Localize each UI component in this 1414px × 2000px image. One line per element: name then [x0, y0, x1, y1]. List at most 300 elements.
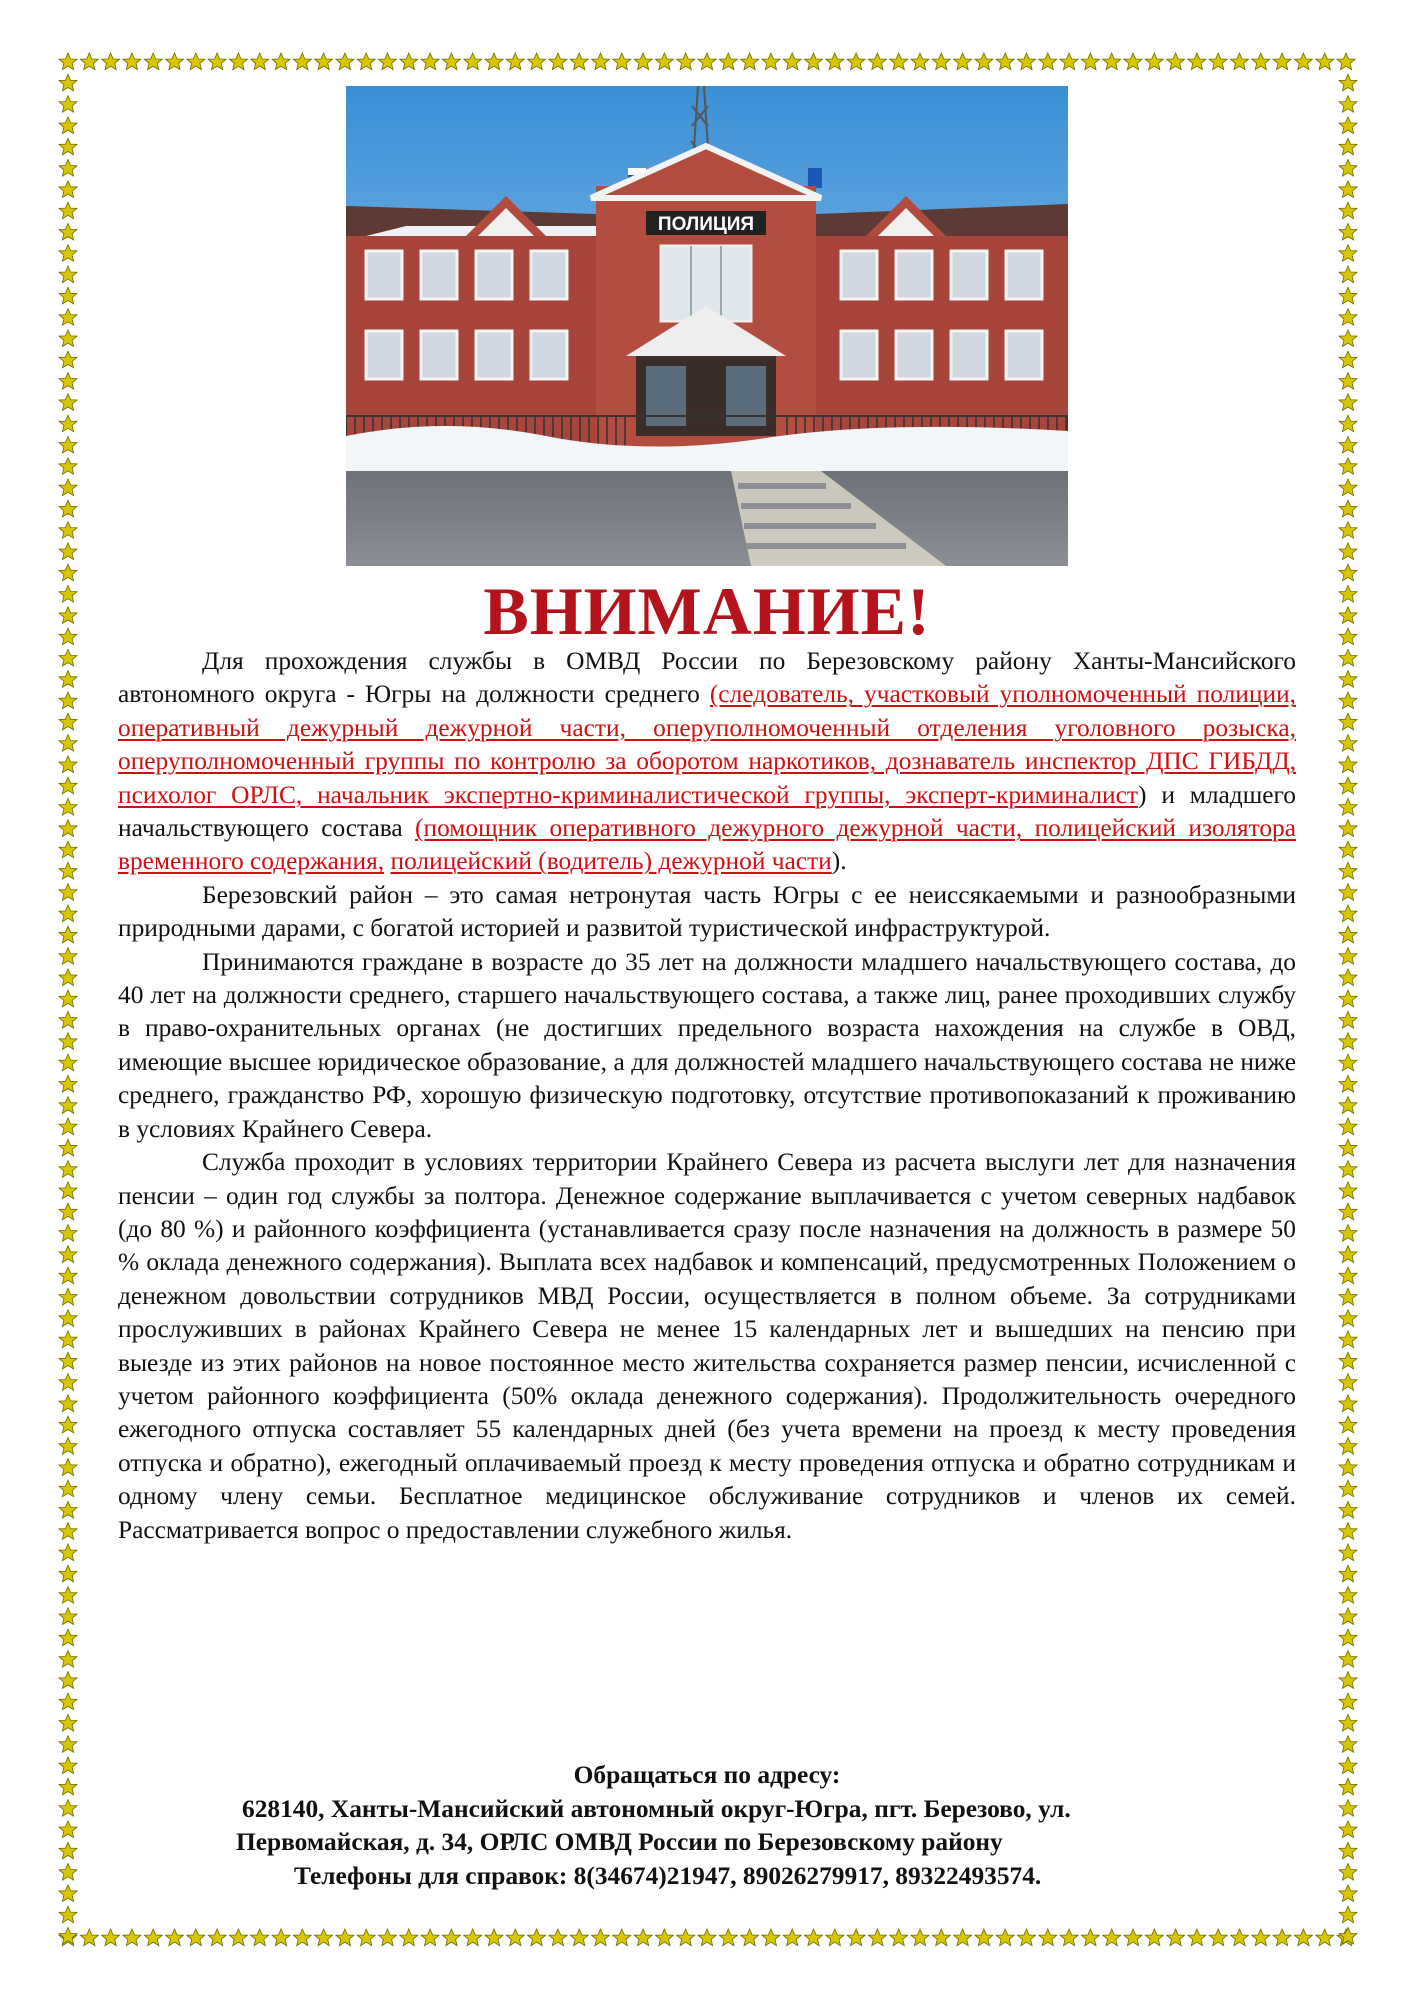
star-icon [549, 1929, 567, 1946]
star-icon [805, 53, 823, 70]
star-icon [59, 415, 77, 432]
star-icon [485, 53, 503, 70]
star-icon [123, 1929, 141, 1946]
star-icon [890, 53, 908, 70]
star-icon [1339, 1352, 1357, 1369]
star-icon [1339, 1012, 1357, 1029]
star-icon [1339, 1288, 1357, 1305]
star-icon [102, 53, 120, 70]
star-icon [741, 53, 759, 70]
text-segment: ). [831, 847, 847, 876]
star-icon [80, 1929, 98, 1946]
star-icon [1339, 1821, 1357, 1838]
star-icon [59, 926, 77, 943]
star-icon [1339, 181, 1357, 198]
star-icon [59, 841, 77, 858]
star-icon [59, 1374, 77, 1391]
star-icon [315, 1929, 333, 1946]
star-icon [1339, 1075, 1357, 1092]
contact-block [118, 1759, 1296, 1893]
star-icon [336, 1929, 354, 1946]
star-icon [1167, 1929, 1185, 1946]
star-icon [1339, 1331, 1357, 1348]
star-icon [59, 1246, 77, 1263]
star-icon [59, 1608, 77, 1625]
star-icon [847, 53, 865, 70]
star-icon [1339, 1608, 1357, 1625]
star-icon [59, 394, 77, 411]
star-icon [1124, 53, 1142, 70]
body-text [118, 645, 1296, 1547]
star-icon [1339, 202, 1357, 219]
star-icon [1339, 1459, 1357, 1476]
star-icon [1124, 1929, 1142, 1946]
star-icon [1339, 1693, 1357, 1710]
star-icon [59, 1288, 77, 1305]
star-icon [1339, 1523, 1357, 1540]
star-icon [954, 53, 972, 70]
star-icon [719, 53, 737, 70]
star-icon [59, 862, 77, 879]
star-icon [1339, 287, 1357, 304]
text-segment: Принимаются граждане в возрасте до 35 лет на должности младшего начальствующего состава, до 40 лет на должности среднего, старшего начальствующего состава, а также лиц, ранее проходивших службу в право-охранительных органах (не достигших предельного возраста нахождения на службе в ОВД, имеющие высшее юридическое образование, а для должностей младшего начальствующего состава не ниже среднего, гражданство РФ, хорошую физическую подготовку, отсутствие противопоказаний к проживанию в условиях Крайнего Севера. [118, 947, 1296, 1143]
police-building-photo [346, 86, 1068, 566]
star-icon [932, 1929, 950, 1946]
star-icon [379, 53, 397, 70]
star-icon [59, 1331, 77, 1348]
star-icon [1231, 1929, 1249, 1946]
star-icon [1252, 53, 1270, 70]
star-icon [59, 948, 77, 965]
star-icon [59, 692, 77, 709]
star-icon [59, 1075, 77, 1092]
star-icon [1339, 223, 1357, 240]
star-icon [698, 53, 716, 70]
star-icon [442, 53, 460, 70]
star-icon [528, 1929, 546, 1946]
paragraph [118, 879, 1296, 946]
star-icon [59, 799, 77, 816]
star-icon [59, 436, 77, 453]
star-icon [783, 53, 801, 70]
star-icon [1339, 522, 1357, 539]
star-icon [59, 1203, 77, 1220]
star-icon [59, 181, 77, 198]
star-icon [1339, 1139, 1357, 1156]
star-icon [890, 1929, 908, 1946]
highlighted-positions: (следователь, участковый уполномоченный полиции, оперативный дежурный дежурной части, оперуполномоченный отделения уголовного розыска, оперуполномоченный группы по контролю за оборотом наркотиков, дознаватель инспектор ДПС ГИБДД, психолог ОРЛС, начальник экспертно-криминалистической группы, эксперт-криминалист [118, 680, 1297, 809]
star-icon [975, 53, 993, 70]
star-icon [1145, 1929, 1163, 1946]
star-icon [1339, 266, 1357, 283]
star-icon [59, 1161, 77, 1178]
contact-phones: Телефоны для справок: 8(34674)21947, 89026279917, 89322493574. [294, 1861, 1042, 1890]
star-icon [59, 74, 77, 91]
star-icon [528, 53, 546, 70]
star-icon [1339, 884, 1357, 901]
star-icon [1294, 1929, 1312, 1946]
star-icon [1339, 458, 1357, 475]
text-segment: ) и младшего начальствующего состава [118, 780, 1296, 843]
star-icon [400, 1929, 418, 1946]
star-icon [59, 373, 77, 390]
star-icon [59, 756, 77, 773]
star-icon [1339, 117, 1357, 134]
star-icon [762, 53, 780, 70]
star-icon [59, 1800, 77, 1817]
star-icon [1339, 862, 1357, 879]
star-icon [1339, 436, 1357, 453]
paragraph [118, 946, 1296, 1146]
star-icon [1339, 1565, 1357, 1582]
contact-address-line: 628140, Ханты-Мансийский автономный округ-Югра, пгт. Березово, ул. [242, 1794, 1071, 1823]
star-icon [655, 1929, 673, 1946]
star-icon [1339, 500, 1357, 517]
star-icon [59, 1438, 77, 1455]
star-icon [996, 53, 1014, 70]
star-icon [1339, 1416, 1357, 1433]
star-icon [59, 1118, 77, 1135]
star-icon [1339, 799, 1357, 816]
star-icon [570, 1929, 588, 1946]
star-icon [187, 1929, 205, 1946]
star-icon [293, 53, 311, 70]
star-icon [1018, 53, 1036, 70]
star-icon [59, 1523, 77, 1540]
star-icon [421, 1929, 439, 1946]
star-icon [1339, 1587, 1357, 1604]
star-icon [102, 1929, 120, 1946]
star-icon [59, 1757, 77, 1774]
star-icon [1103, 53, 1121, 70]
star-icon [251, 53, 269, 70]
star-icon [1339, 926, 1357, 943]
star-icon [59, 713, 77, 730]
star-icon [59, 990, 77, 1007]
star-icon [1339, 1267, 1357, 1284]
star-icon [421, 53, 439, 70]
star-icon [59, 1352, 77, 1369]
star-icon [1339, 735, 1357, 752]
star-icon [1339, 1374, 1357, 1391]
star-icon [1339, 1714, 1357, 1731]
star-icon [59, 330, 77, 347]
star-icon [1339, 1736, 1357, 1753]
star-icon [1339, 1885, 1357, 1902]
star-icon [1273, 1929, 1291, 1946]
star-icon [59, 969, 77, 986]
star-icon [59, 1225, 77, 1242]
star-icon [59, 117, 77, 134]
star-icon [1339, 394, 1357, 411]
star-icon [59, 1651, 77, 1668]
star-icon [59, 1693, 77, 1710]
star-icon [59, 1672, 77, 1689]
star-icon [549, 53, 567, 70]
star-icon [464, 53, 482, 70]
star-icon [166, 1929, 184, 1946]
star-icon [1339, 1225, 1357, 1242]
star-icon [1339, 1310, 1357, 1327]
star-icon [1339, 820, 1357, 837]
star-icon [59, 96, 77, 113]
star-icon [911, 53, 929, 70]
star-icon [1339, 1672, 1357, 1689]
star-icon [1339, 160, 1357, 177]
star-icon [59, 53, 77, 70]
star-icon [187, 53, 205, 70]
star-icon [166, 53, 184, 70]
sign-text: ПОЛИЦИЯ [657, 214, 755, 235]
star-icon [1039, 53, 1057, 70]
star-icon [1339, 1118, 1357, 1135]
star-icon [1339, 649, 1357, 666]
star-icon [719, 1929, 737, 1946]
star-icon [1339, 1097, 1357, 1114]
star-icon [59, 1054, 77, 1071]
star-icon [59, 1736, 77, 1753]
star-icon [315, 53, 333, 70]
star-icon [379, 1929, 397, 1946]
paragraph [118, 1146, 1296, 1547]
star-icon [59, 1480, 77, 1497]
text-segment: Для прохождения службы в ОМВД России по Березовскому району Ханты-Мансийского автономного округа - Югры на должности среднего [118, 647, 1296, 709]
star-icon [59, 266, 77, 283]
star-icon [1231, 53, 1249, 70]
star-icon [59, 223, 77, 240]
star-icon [613, 1929, 631, 1946]
star-icon [251, 1929, 269, 1946]
star-icon [1273, 53, 1291, 70]
star-icon [59, 1459, 77, 1476]
star-icon [59, 1821, 77, 1838]
star-icon [1209, 1929, 1227, 1946]
star-icon [1339, 1438, 1357, 1455]
star-icon [59, 1416, 77, 1433]
star-icon [59, 287, 77, 304]
star-icon [592, 53, 610, 70]
star-icon [59, 1587, 77, 1604]
star-icon [1316, 53, 1334, 70]
star-icon [1339, 756, 1357, 773]
star-icon [1339, 351, 1357, 368]
star-icon [1339, 1544, 1357, 1561]
page-title: ВНИМАНИЕ! [483, 573, 931, 649]
star-icon [1039, 1929, 1057, 1946]
star-icon [59, 500, 77, 517]
star-icon [1339, 905, 1357, 922]
star-icon [1337, 53, 1355, 70]
star-icon [911, 1929, 929, 1946]
star-icon [59, 649, 77, 666]
star-icon [1339, 1182, 1357, 1199]
star-icon [1339, 74, 1357, 91]
star-icon [570, 53, 588, 70]
star-icon [59, 1778, 77, 1795]
star-icon [506, 53, 524, 70]
star-icon [59, 1139, 77, 1156]
star-icon [59, 1864, 77, 1881]
star-icon [1209, 53, 1227, 70]
star-icon [59, 1885, 77, 1902]
star-icon [59, 820, 77, 837]
star-icon [1188, 1929, 1206, 1946]
star-icon [1339, 1246, 1357, 1263]
star-icon [1081, 1929, 1099, 1946]
highlighted-positions: полицейский (водитель) дежурной части [390, 847, 832, 876]
star-icon [506, 1929, 524, 1946]
star-icon [59, 458, 77, 475]
star-icon [272, 53, 290, 70]
star-icon [1103, 1929, 1121, 1946]
star-icon [1339, 1906, 1357, 1923]
star-icon [996, 1929, 1014, 1946]
star-icon [59, 1501, 77, 1518]
star-icon [59, 884, 77, 901]
star-icon [400, 53, 418, 70]
star-icon [975, 1929, 993, 1946]
star-icon [336, 53, 354, 70]
star-icon [1145, 53, 1163, 70]
star-icon [805, 1929, 823, 1946]
star-icon [59, 1714, 77, 1731]
star-icon [1339, 479, 1357, 496]
highlighted-positions: (помощник оперативного дежурного дежурной части, полицейский изолятора временного содержания, [118, 814, 1296, 876]
star-icon [59, 1310, 77, 1327]
star-icon [1060, 1929, 1078, 1946]
star-icon [1252, 1929, 1270, 1946]
star-icon [59, 1033, 77, 1050]
star-icon [59, 351, 77, 368]
star-icon [59, 479, 77, 496]
star-icon [1081, 53, 1099, 70]
star-icon [208, 53, 226, 70]
star-icon [698, 1929, 716, 1946]
star-icon [868, 1929, 886, 1946]
star-icon [1339, 1054, 1357, 1071]
star-icon [1339, 777, 1357, 794]
star-icon [59, 245, 77, 262]
star-icon [59, 1097, 77, 1114]
star-icon [59, 1395, 77, 1412]
star-icon [1339, 692, 1357, 709]
star-icon [1018, 1929, 1036, 1946]
contact-title: Обращаться по адресу: [573, 1761, 841, 1789]
star-icon [783, 1929, 801, 1946]
star-icon [59, 1012, 77, 1029]
star-icon [59, 777, 77, 794]
star-icon [59, 1544, 77, 1561]
star-icon [932, 53, 950, 70]
star-icon [1339, 543, 1357, 560]
star-icon [485, 1929, 503, 1946]
star-icon [59, 1906, 77, 1923]
star-icon [59, 1842, 77, 1859]
star-icon [1188, 53, 1206, 70]
star-icon [1167, 53, 1185, 70]
star-icon [954, 1929, 972, 1946]
star-icon [442, 1929, 460, 1946]
star-icon [1339, 1203, 1357, 1220]
star-icon [59, 1182, 77, 1199]
star-icon [1339, 1161, 1357, 1178]
star-icon [357, 53, 375, 70]
star-icon [677, 1929, 695, 1946]
star-icon [59, 671, 77, 688]
star-icon [1339, 1651, 1357, 1668]
star-icon [1339, 330, 1357, 347]
star-icon [1339, 1800, 1357, 1817]
star-icon [229, 53, 247, 70]
star-icon [293, 1929, 311, 1946]
star-icon [1060, 53, 1078, 70]
star-icon [1294, 53, 1312, 70]
star-icon [1339, 671, 1357, 688]
star-icon [1339, 1757, 1357, 1774]
star-icon [1339, 1033, 1357, 1050]
star-icon [144, 53, 162, 70]
star-icon [1316, 1929, 1334, 1946]
star-icon [1339, 713, 1357, 730]
star-icon [1339, 415, 1357, 432]
star-icon [272, 1929, 290, 1946]
star-icon [1339, 373, 1357, 390]
star-icon [59, 905, 77, 922]
paragraph [118, 645, 1296, 879]
star-icon [59, 1565, 77, 1582]
star-icon [464, 1929, 482, 1946]
star-icon [229, 1929, 247, 1946]
star-icon [1339, 96, 1357, 113]
star-icon [1339, 990, 1357, 1007]
contact-address-line: Первомайская, д. 34, ОРЛС ОМВД России по Березовскому району [236, 1828, 1003, 1857]
star-icon [634, 53, 652, 70]
star-icon [1339, 1629, 1357, 1646]
star-icon [868, 53, 886, 70]
star-icon [59, 543, 77, 560]
star-icon [80, 53, 98, 70]
star-icon [59, 1267, 77, 1284]
star-icon [1339, 969, 1357, 986]
star-icon [1339, 1501, 1357, 1518]
star-icon [59, 1629, 77, 1646]
star-icon [1339, 1395, 1357, 1412]
star-icon [1339, 1842, 1357, 1859]
star-icon [357, 1929, 375, 1946]
star-icon [59, 522, 77, 539]
star-icon [1339, 138, 1357, 155]
text-segment: Служба проходит в условиях территории Крайнего Севера из расчета выслуги лет для назначения пенсии – один год службы за полтора. Денежное содержание выплачивается с учетом северных надбавок (до 80 %) и районного коэффициента (устанавливается сразу после назначения на должность в размере 50 % оклада денежного содержания). Выплата всех надбавок и компенсаций, предусмотренных Положением о денежном довольствии сотрудников МВД России, осуществляется в полном объеме. За сотрудниками прослуживших в районах Крайнего Севера не менее 15 календарных лет и вышедших на пенсию при выезде из этих районов на новое постоянное место жительства сохраняется размер пенсии, исчисленной с учетом районного коэффициента (50% оклада денежного содержания). Продолжительность очередного ежегодного отпуска составляет 55 календарных дней (без учета времени на проезд к месту проведения отпуска и обратно), ежегодный оплачиваемый проезд к месту проведения отпуска и обратно сотрудникам и одному члену семьи. Бесплатное медицинское обслуживание сотрудников и членов их семей. Рассматривается вопрос о предоставлении служебного жилья. [118, 1148, 1296, 1544]
star-icon [826, 1929, 844, 1946]
star-icon [123, 53, 141, 70]
star-icon [59, 138, 77, 155]
star-icon [634, 1929, 652, 1946]
star-icon [1339, 948, 1357, 965]
star-icon [1339, 1864, 1357, 1881]
star-icon [1339, 1778, 1357, 1795]
star-icon [59, 309, 77, 326]
star-icon [59, 735, 77, 752]
star-icon [741, 1929, 759, 1946]
star-icon [59, 160, 77, 177]
star-icon [655, 53, 673, 70]
star-icon [762, 1929, 780, 1946]
star-icon [847, 1929, 865, 1946]
star-icon [1339, 245, 1357, 262]
star-icon [1339, 1480, 1357, 1497]
star-icon [826, 53, 844, 70]
star-icon [1339, 309, 1357, 326]
